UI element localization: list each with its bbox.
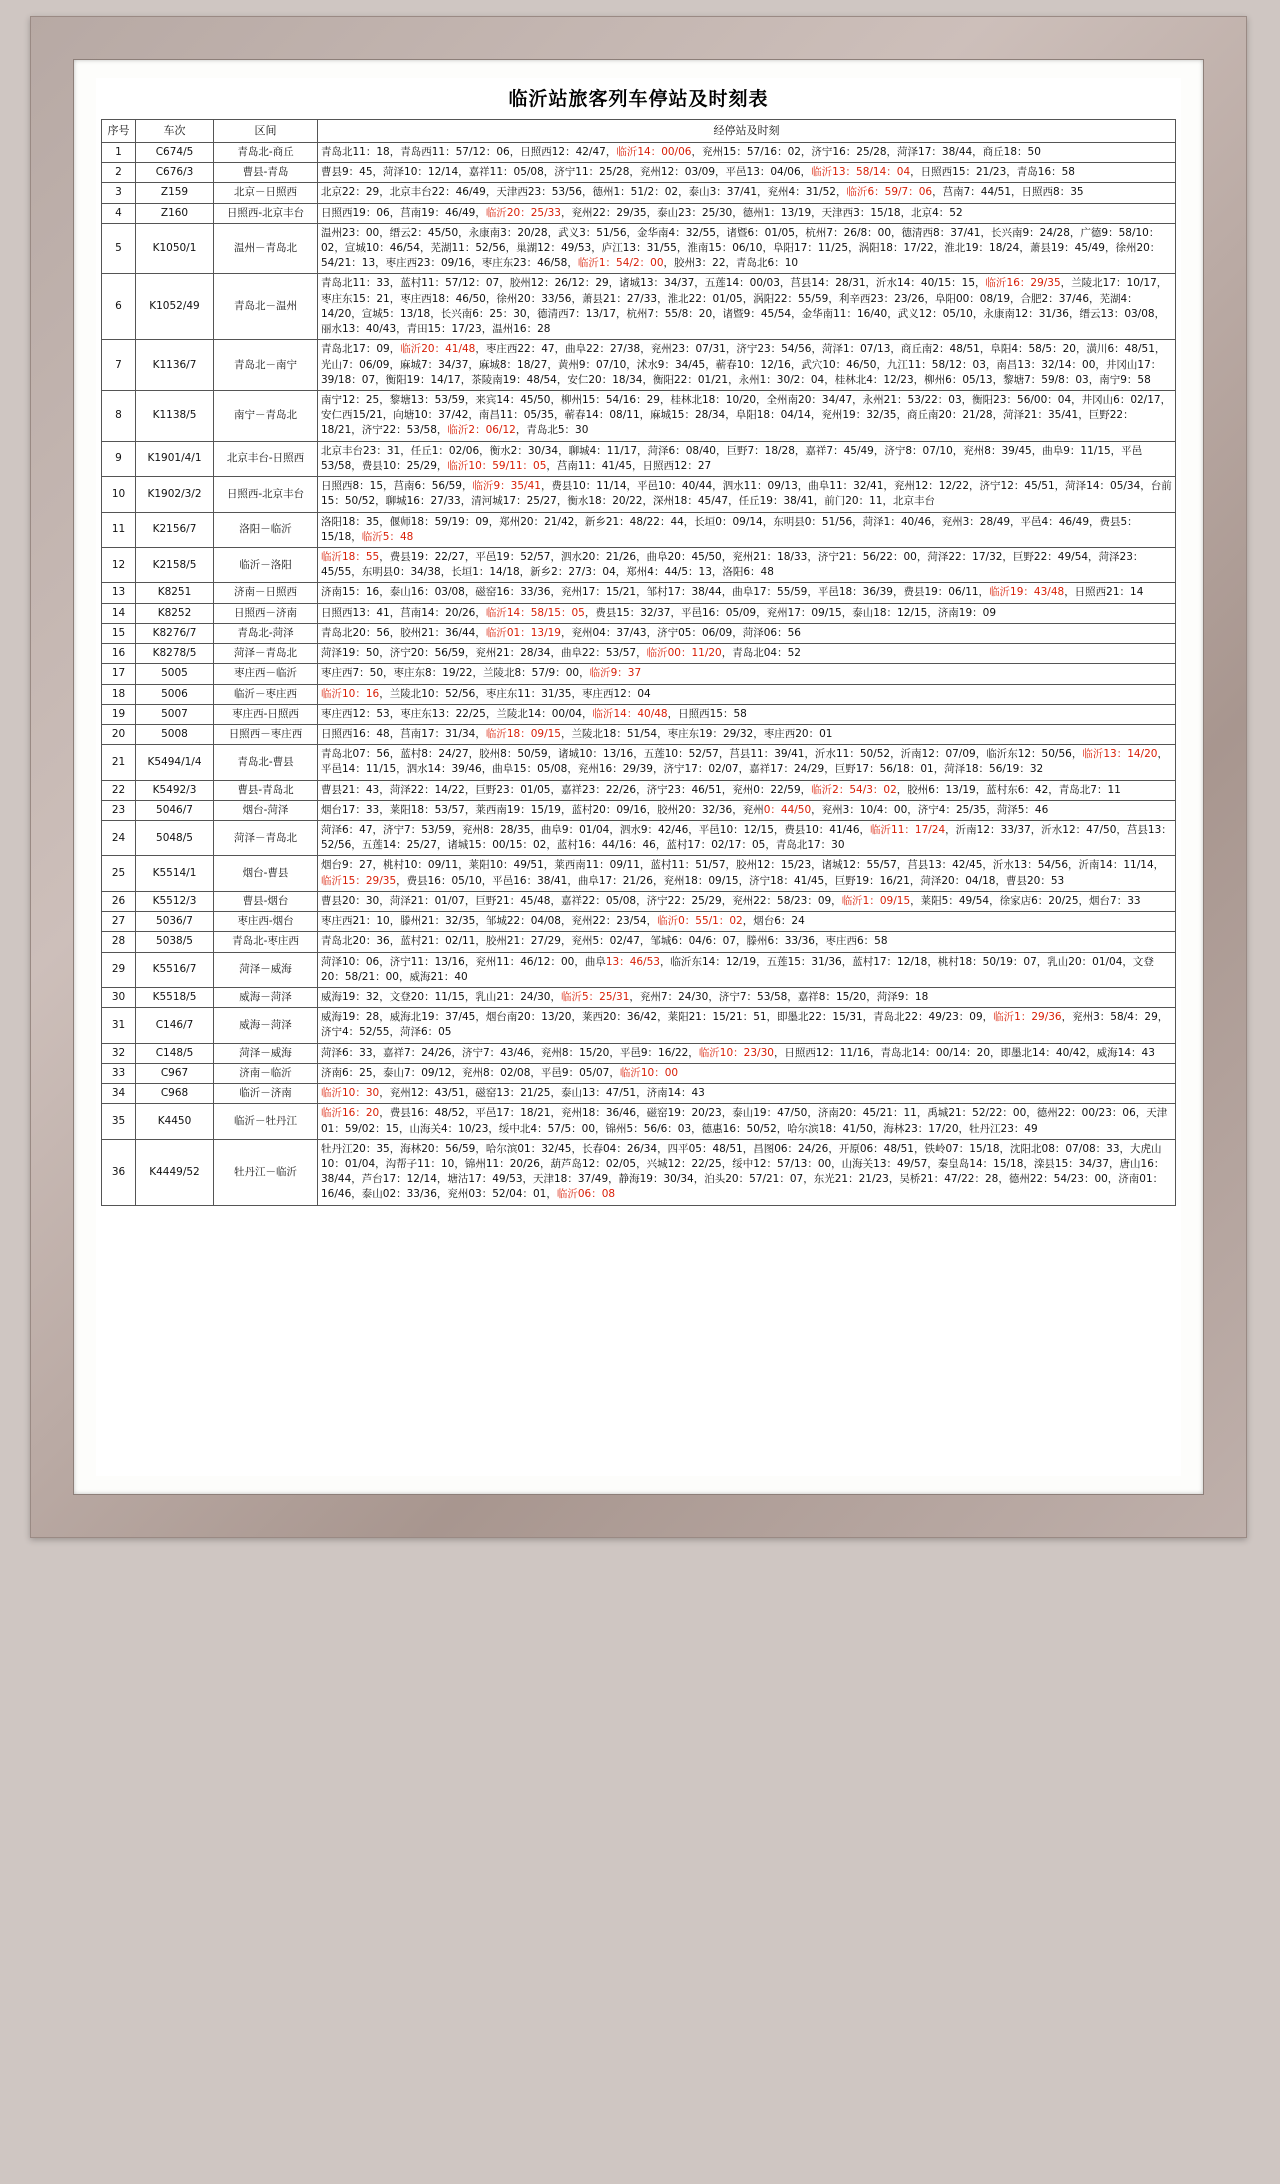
- stop-text: ，日照西15：58: [667, 707, 747, 720]
- stop-highlight: 临沂19：43/48: [989, 586, 1065, 599]
- stop-highlight: 13：46/53: [605, 955, 660, 968]
- stop-highlight: 临沂20：41/48: [400, 343, 476, 356]
- row-stops: [318, 1139, 1176, 1205]
- row-stops: [318, 1063, 1176, 1083]
- row-seq: 19: [102, 704, 136, 724]
- row-seq: 24: [102, 821, 136, 856]
- row-seq: 23: [102, 800, 136, 820]
- row-seq: 18: [102, 684, 136, 704]
- row-route: 威海－菏泽: [214, 1008, 318, 1043]
- stop-highlight: 临沂1：54/2：00: [577, 257, 664, 270]
- row-seq: 12: [102, 547, 136, 582]
- stop-text: ，兖州7：24/30，济宁7：53/58，嘉祥8：15/20，菏泽9：18: [629, 991, 929, 1003]
- timetable-sheet: [96, 78, 1181, 1476]
- table-row: [102, 821, 1176, 856]
- row-seq: 13: [102, 583, 136, 603]
- stop-text: ，枣庄西22：47，曲阜22：27/38，兖州23：07/31，济宁23：54/56，菏泽1：07/13，商丘南2：48/51，阜阳4：58/5：20，潢川6：48/51，光山7：06/09，麻城7：34/37，麻城8：18/27，黄州9：07/10，沭水9：34/45，蕲春10：12/16，武穴10：46/50，九江11：58/12：03，南昌13：32/14：00，井冈山17：39/18：07，衡阳19：14/17，茶陵南19：48/54，安仁20：18/34，衡阳22：01/21，永州1：30/2：04，桂林北4：12/23，柳州6：05/13，黎塘7：59/8：03，南宁9：58: [321, 343, 1166, 386]
- stop-text: ，费县10：11/14，平邑10：40/44，泗水11：09/13，曲阜11：32/41，兖州12：12/22，济宁12：45/51，菏泽14：05/34，台前15：50/52，聊城16：27/33，清河城17：25/27，衡水18：20/22，深州18：45/47，任丘19：38/41，前门20：11，北京丰台: [321, 480, 1172, 508]
- row-train-number: 5046/7: [136, 800, 214, 820]
- row-stops: [318, 441, 1176, 476]
- row-stops: [318, 391, 1176, 442]
- row-train-number: K8251: [136, 583, 214, 603]
- stop-text: 烟台9：27，桃村10：09/11，莱阳10：49/51，莱西南11：09/11，蓝村11：51/57，胶州12：15/23，诸城12：55/57，莒县13：42/45，沂水13：54/56，沂南14：11/14，: [321, 859, 1165, 872]
- row-seq: 4: [102, 203, 136, 223]
- table-row: [102, 512, 1176, 547]
- row-stops: [318, 745, 1176, 780]
- row-train-number: K1052/49: [136, 274, 214, 340]
- stop-highlight: 临沂0：55/1：02: [657, 915, 743, 928]
- stop-text: 南宁12：25，黎塘13：53/59，来宾14：45/50，柳州15：54/16：29，桂林北18：10/20，全州南20：34/47，永州21：53/22：03，衡阳23：56/00：04，井冈山6：02/17，安仁西15/21，向塘10：37/42，南昌11：05/35，蕲春14：08/11，麻城15：28/34，阜阳18：04/14，兖州19：32/35，商丘南20：21/28，菏泽21：35/41，巨野22：18/21，济宁22：53/58，: [321, 394, 1172, 437]
- row-stops: [318, 1008, 1176, 1043]
- row-seq: 33: [102, 1063, 136, 1083]
- row-seq: 3: [102, 183, 136, 203]
- row-route: 青岛北－温州: [214, 274, 318, 340]
- row-route: 曹县-青岛北: [214, 780, 318, 800]
- stop-highlight: 临沂01：13/19: [485, 626, 561, 639]
- row-train-number: K5514/1: [136, 856, 214, 891]
- table-row: [102, 441, 1176, 476]
- row-route: 南宁－青岛北: [214, 391, 318, 442]
- table-row: [102, 780, 1176, 800]
- stop-highlight: 临沂5：25/31: [560, 991, 630, 1003]
- table-row: [102, 891, 1176, 911]
- stop-text: 北京22：29，北京丰台22：46/49，天津西23：53/56，德州1：51/2：02，泰山3：37/41，兖州4：31/52，: [321, 186, 847, 199]
- stop-text: ，青岛北04：52: [721, 647, 801, 660]
- row-seq: 10: [102, 477, 136, 512]
- row-route: 菏泽－青岛北: [214, 644, 318, 664]
- stop-highlight: 临沂10：30: [321, 1087, 380, 1100]
- stop-text: ，兖州3：10/4：00，济宁4：25/35，菏泽5：46: [811, 803, 1049, 816]
- row-seq: 7: [102, 340, 136, 391]
- row-seq: 20: [102, 724, 136, 744]
- row-route: 枣庄西-烟台: [214, 912, 318, 932]
- table-row: [102, 223, 1176, 274]
- table-row: [102, 704, 1176, 724]
- stop-highlight: 临沂18：55: [321, 550, 380, 563]
- row-seq: 21: [102, 745, 136, 780]
- row-stops: [318, 477, 1176, 512]
- row-train-number: Z160: [136, 203, 214, 223]
- row-train-number: K5512/3: [136, 891, 214, 911]
- stop-text: 曹县21：43，菏泽22：14/22，巨野23：01/05，嘉祥23：22/26，济宁23：46/51，兖州0：22/59，: [321, 783, 812, 796]
- stop-highlight: 临沂11：17/24: [870, 824, 946, 837]
- stop-text: ，日照西12：11/16，青岛北14：00/14：20，即墨北14：40/42，威海14：43: [773, 1046, 1155, 1059]
- row-seq: 35: [102, 1104, 136, 1139]
- row-stops: [318, 664, 1176, 684]
- row-route: 日照西-北京丰台: [214, 203, 318, 223]
- stop-text: 日照西19：06，莒南19：46/49，: [321, 206, 486, 219]
- table-body: [102, 142, 1176, 1205]
- row-seq: 26: [102, 891, 136, 911]
- stop-text: 菏泽6：33，嘉祥7：24/26，济宁7：43/46，兖州8：15/20，平邑9：16/22，: [321, 1046, 699, 1059]
- row-route: 菏泽－威海: [214, 1043, 318, 1063]
- stop-highlight: 临沂06：08: [556, 1188, 616, 1201]
- row-stops: [318, 512, 1176, 547]
- row-route: 曹县-烟台: [214, 891, 318, 911]
- row-train-number: K4449/52: [136, 1139, 214, 1205]
- row-route: 菏泽－威海: [214, 952, 318, 987]
- row-seq: 14: [102, 603, 136, 623]
- table-row: [102, 603, 1176, 623]
- stop-text: 洛阳18：35，偃师18：59/19：09，郑州20：21/42，新乡21：48/22：44，长垣0：09/14，东明县0：51/56，菏泽1：40/46，兖州3：28/49，平邑4：46/49，费县5：15/18，: [321, 515, 1138, 543]
- row-seq: 31: [102, 1008, 136, 1043]
- stop-highlight: 临沂00：11/20: [646, 647, 722, 660]
- picture-frame: [30, 16, 1247, 1538]
- row-train-number: C967: [136, 1063, 214, 1083]
- row-train-number: K5494/1/4: [136, 745, 214, 780]
- stop-highlight: 临沂10：23/30: [698, 1046, 774, 1059]
- stop-text: 枣庄西7：50，枣庄东8：19/22，兰陵北8：57/9：00，: [321, 667, 590, 680]
- row-route: 临沂－牡丹江: [214, 1104, 318, 1139]
- table-header-row: [102, 120, 1176, 143]
- stop-text: 青岛北07：56，蓝村8：24/27，胶州8：50/59，诸城10：13/16，五莲10：52/57，莒县11：39/41，沂水11：50/52，沂南12：07/09，临沂东12：50/56，: [321, 748, 1083, 761]
- row-seq: 36: [102, 1139, 136, 1205]
- stop-text: 烟台17：33，莱阳18：53/57，莱西南19：15/19，蓝村20：09/16，胶州20：32/36，兖州: [321, 803, 764, 816]
- table-row: [102, 800, 1176, 820]
- table-row: [102, 1139, 1176, 1205]
- row-route: 威海－菏泽: [214, 988, 318, 1008]
- stop-text: 菏泽19：50，济宁20：56/59，兖州21：28/34，曲阜22：53/57，: [321, 647, 647, 660]
- row-stops: [318, 684, 1176, 704]
- stop-text: 曹县9：45，菏泽10：12/14，嘉祥11：05/08，济宁11：25/28，兖州12：03/09，平邑13：04/06，: [321, 166, 812, 179]
- row-stops: [318, 704, 1176, 724]
- row-stops: [318, 547, 1176, 582]
- row-stops: [318, 780, 1176, 800]
- stop-highlight: 临沂13：14/20: [1082, 748, 1158, 761]
- row-seq: 5: [102, 223, 136, 274]
- timetable: [101, 119, 1176, 1206]
- row-seq: 27: [102, 912, 136, 932]
- row-train-number: K1050/1: [136, 223, 214, 274]
- stop-text: ，费县15：32/37，平邑16：05/09，兖州17：09/15，泰山18：12/15，济南19：09: [584, 606, 997, 619]
- row-train-number: 5006: [136, 684, 214, 704]
- stop-text: 日照西16：48，莒南17：31/34，: [321, 727, 486, 740]
- stop-highlight: 临沂10：00: [619, 1066, 679, 1079]
- row-seq: 28: [102, 932, 136, 952]
- stop-text: 菏泽10：06，济宁11：13/16，兖州11：46/12：00，曲阜: [321, 955, 606, 968]
- stop-highlight: 0：44/50: [763, 803, 812, 816]
- stop-text: 威海19：28，威海北19：37/45，烟台南20：13/20，莱西20：36/42，莱阳21：15/21：51，即墨北22：15/31，青岛北22：49/23：09，: [321, 1011, 994, 1024]
- row-seq: 6: [102, 274, 136, 340]
- row-stops: [318, 1043, 1176, 1063]
- row-stops: [318, 644, 1176, 664]
- row-train-number: 5007: [136, 704, 214, 724]
- stop-text: 牡丹江20：35，海林20：56/59，哈尔滨01：32/45，长春04：26/34，四平05：48/51，昌图06：24/26，开原06：48/51，铁岭07：15/18，沈阳北08：07/08：33，大虎山10：01/04，沟帮子11：10，锦州11：20/26，葫芦岛12：02/05，兴城12：22/25，绥中12：57/13：00，山海关13：49/57，秦皇岛14：15/18，滦县15：34/37，唐山16：38/44，芦台17：12/14，塘沽17：49/53，天津18：37/49，静海19：30/34，泊头20：57/21：07，东光21：21/23，吴桥21：47/22：28，德州22：54/23：00，济南01：16/46，泰山02：33/36，兖州03：52/04：01，: [321, 1142, 1165, 1201]
- table-row: [102, 952, 1176, 987]
- stop-highlight: 临沂9：35/41: [472, 480, 541, 493]
- row-route: 北京－日照西: [214, 183, 318, 203]
- row-stops: [318, 203, 1176, 223]
- stop-text: 青岛北11：18，青岛西11：57/12：06，日照西12：42/47，: [321, 145, 617, 158]
- stop-highlight: 临沂10：59/11：05: [447, 459, 547, 472]
- table-row: [102, 1008, 1176, 1043]
- table-row: [102, 477, 1176, 512]
- row-route: 临沂－枣庄西: [214, 684, 318, 704]
- table-row: [102, 724, 1176, 744]
- stop-text: 枣庄西21：10，滕州21：32/35，邹城22：04/08，兖州22：23/54，: [321, 915, 658, 928]
- row-stops: [318, 952, 1176, 987]
- row-train-number: Z159: [136, 183, 214, 203]
- row-stops: [318, 988, 1176, 1008]
- row-stops: [318, 821, 1176, 856]
- row-seq: 34: [102, 1084, 136, 1104]
- row-seq: 29: [102, 952, 136, 987]
- table-row: [102, 163, 1176, 183]
- stop-text: ，胶州3：22，青岛北6：10: [663, 257, 799, 270]
- stop-highlight: 临沂20：25/33: [485, 206, 561, 219]
- row-train-number: K5516/7: [136, 952, 214, 987]
- table-row: [102, 623, 1176, 643]
- stop-text: 菏泽6：47，济宁7：53/59，兖州8：28/35，曲阜9：01/04，泗水9：42/46，平邑10：12/15，费县10：41/46，: [321, 824, 871, 837]
- stop-text: ，兖州12：43/51，磁窑13：21/25，泰山13：47/51，济南14：43: [379, 1087, 705, 1100]
- stop-text: ，莒南7：44/51，日照西8：35: [932, 186, 1084, 199]
- table-row: [102, 391, 1176, 442]
- page-title: 临沂站旅客列车停站及时刻表: [508, 88, 769, 110]
- stop-text: 曹县20：30，菏泽21：01/07，巨野21：45/48，嘉祥22：05/08，济宁22：25/29，兖州22：58/23：09，: [321, 894, 842, 907]
- table-row: [102, 183, 1176, 203]
- table-row: [102, 142, 1176, 162]
- stop-text: 青岛北11：33，蓝村11：57/12：07，胶州12：26/12：29，诸城13：34/37，五莲14：00/03，莒县14：28/31，沂水14：40/15：15，: [321, 277, 986, 290]
- row-stops: [318, 932, 1176, 952]
- row-route: 烟台-菏泽: [214, 800, 318, 820]
- stop-highlight: 临沂1：29/36: [993, 1011, 1062, 1024]
- row-train-number: 5038/5: [136, 932, 214, 952]
- stop-text: ，兰陵北17：10/17，枣庄东15：21，枣庄西18：46/50，徐州20：33/56，萧县21：27/33，淮北22：01/05，涡阳22：55/59，利辛西23：23/26，阜阳00：08/19，合肥2：37/46，芜湖4：14/20，宣城5：13/18，长兴南6：25：30，德清西7：13/17，杭州7：55/8：20，诸暨9：45/54，金华南11：16/40，武义12：05/10，永康南12：31/36，缙云13：03/08，丽水13：40/43，青田15：17/23，温州16：28: [321, 277, 1168, 336]
- table-row: [102, 274, 1176, 340]
- column-header-route: 区间: [214, 120, 318, 143]
- stop-text: ，莒南11：41/45，日照西12：27: [546, 459, 712, 472]
- stop-text: 青岛北17：09，: [321, 343, 401, 356]
- table-row: [102, 664, 1176, 684]
- stop-highlight: 临沂10：16: [321, 687, 380, 700]
- row-seq: 11: [102, 512, 136, 547]
- row-route: 青岛北-枣庄西: [214, 932, 318, 952]
- row-stops: [318, 142, 1176, 162]
- stop-text: ，青岛北5：30: [515, 424, 589, 437]
- row-route: 温州－青岛北: [214, 223, 318, 274]
- stop-text: ，临沂东14：12/19，五莲15：31/36，蓝村17：12/18，桃村18：50/19：07，乳山20：01/04，文登20：58/21：00，威海21：40: [321, 955, 1154, 983]
- row-train-number: K4450: [136, 1104, 214, 1139]
- row-train-number: K1902/3/2: [136, 477, 214, 512]
- stop-text: 枣庄西12：53，枣庄东13：22/25，兰陵北14：00/04，: [321, 707, 593, 720]
- row-seq: 22: [102, 780, 136, 800]
- stop-highlight: 临沂16：20: [321, 1107, 380, 1120]
- table-row: [102, 1043, 1176, 1063]
- stop-highlight: 临沂5：48: [361, 530, 414, 543]
- table-row: [102, 684, 1176, 704]
- row-route: 曹县-青岛: [214, 163, 318, 183]
- row-route: 菏泽－青岛北: [214, 821, 318, 856]
- row-route: 枣庄西－临沂: [214, 664, 318, 684]
- column-header-train: 车次: [136, 120, 214, 143]
- row-seq: 30: [102, 988, 136, 1008]
- row-stops: [318, 1104, 1176, 1139]
- row-stops: [318, 891, 1176, 911]
- row-train-number: K8278/5: [136, 644, 214, 664]
- row-route: 烟台-曹县: [214, 856, 318, 891]
- stop-text: ，兰陵北18：51/54，枣庄东19：29/32，枣庄西20：01: [560, 727, 833, 740]
- row-train-number: K5492/3: [136, 780, 214, 800]
- row-train-number: C968: [136, 1084, 214, 1104]
- row-train-number: C676/3: [136, 163, 214, 183]
- row-stops: [318, 912, 1176, 932]
- row-route: 日照西－济南: [214, 603, 318, 623]
- stop-text: ，沂南12：33/37，沂水12：47/50，莒县13：52/56，五莲14：25/27，诸城15：00/15：02，蓝村16：44/16：46，蓝村17：02/17：05，青岛北17：30: [321, 824, 1172, 852]
- row-route: 青岛北-曹县: [214, 745, 318, 780]
- row-stops: [318, 603, 1176, 623]
- table-row: [102, 1104, 1176, 1139]
- stop-highlight: 临沂2：54/3：02: [811, 783, 897, 796]
- stop-highlight: 临沂1：09/15: [841, 894, 911, 907]
- stop-text: ，费县16：05/10，平邑16：38/41，曲阜17：21/26，兖州18：09/15，济宁18：41/45，巨野19：16/21，菏泽20：04/18，曹县20：53: [396, 874, 1065, 887]
- table-row: [102, 932, 1176, 952]
- row-stops: [318, 800, 1176, 820]
- row-route: 牡丹江－临沂: [214, 1139, 318, 1205]
- row-train-number: C148/5: [136, 1043, 214, 1063]
- table-row: [102, 1084, 1176, 1104]
- row-route: 日照西－枣庄西: [214, 724, 318, 744]
- table-row: [102, 644, 1176, 664]
- row-seq: 17: [102, 664, 136, 684]
- row-stops: [318, 340, 1176, 391]
- table-row: [102, 912, 1176, 932]
- stop-highlight: 临沂16：29/35: [985, 277, 1061, 290]
- column-header-seq: 序号: [102, 120, 136, 143]
- row-route: 青岛北－南宁: [214, 340, 318, 391]
- stop-text: 北京丰台23：31，任丘1：02/06，衡水2：30/34，聊城4：11/17，菏泽6：08/40，巨野7：18/28，嘉祥7：45/49，济宁8：07/10，兖州8：39/45，曲阜9：11/15，平邑53/58，费县10：25/29，: [321, 444, 1143, 472]
- row-route: 济南－日照西: [214, 583, 318, 603]
- table-row: [102, 340, 1176, 391]
- stop-text: ，日照西21：14: [1064, 586, 1144, 599]
- stop-text: ，兖州3：58/4：29，济宁4：52/55，菏泽6：05: [321, 1011, 1169, 1039]
- row-train-number: K2158/5: [136, 547, 214, 582]
- row-train-number: C674/5: [136, 142, 214, 162]
- table-row: [102, 988, 1176, 1008]
- row-seq: 8: [102, 391, 136, 442]
- frame-mat: [73, 59, 1204, 1495]
- row-train-number: 5048/5: [136, 821, 214, 856]
- stop-text: 威海19：32，文登20：11/15，乳山21：24/30，: [321, 991, 561, 1003]
- row-stops: [318, 274, 1176, 340]
- stop-text: 济南15：16，泰山16：03/08，磁窑16：33/36，兖州17：15/21，邹村17：38/44，曲阜17：55/59，平邑18：36/39，费县19：06/11，: [321, 586, 990, 599]
- row-seq: 16: [102, 644, 136, 664]
- row-train-number: K5518/5: [136, 988, 214, 1008]
- row-train-number: K1138/5: [136, 391, 214, 442]
- table-row: [102, 856, 1176, 891]
- stop-highlight: 临沂13：58/14：04: [811, 166, 911, 179]
- table-row: [102, 745, 1176, 780]
- stop-text: ，胶州6：13/19，蓝村东6：42，青岛北7：11: [896, 783, 1121, 796]
- row-route: 北京丰台-日照西: [214, 441, 318, 476]
- row-train-number: K1901/4/1: [136, 441, 214, 476]
- stop-text: 青岛北20：56，胶州21：36/44，: [321, 626, 486, 639]
- stop-highlight: 临沂15：29/35: [321, 874, 397, 887]
- row-stops: [318, 724, 1176, 744]
- stop-text: ，莱阳5：49/54，徐家店6：20/25，烟台7：33: [910, 894, 1141, 907]
- row-seq: 32: [102, 1043, 136, 1063]
- stop-highlight: 临沂6：59/7：06: [846, 186, 933, 199]
- row-train-number: K1136/7: [136, 340, 214, 391]
- row-route: 临沂－洛阳: [214, 547, 318, 582]
- stop-text: ，烟台6：24: [742, 915, 805, 928]
- column-header-stops: 经停站及时刻: [318, 120, 1176, 143]
- stop-highlight: 临沂18：09/15: [485, 727, 561, 740]
- row-route: 日照西-北京丰台: [214, 477, 318, 512]
- row-train-number: C146/7: [136, 1008, 214, 1043]
- stop-text: ，费县16：48/52，平邑17：18/21，兖州18：36/46，磁窑19：20/23，泰山19：47/50，济南20：45/21：11，禹城21：52/22：00，德州22：00/23：06，天津01：59/02：15，山海关4：10/23，绥中北4：57/5：00，锦州5：56/6：03，德惠16：50/52，哈尔滨18：41/50，海林23：17/20，牡丹江23：49: [321, 1107, 1168, 1135]
- row-stops: [318, 583, 1176, 603]
- stop-text: ，兖州15：57/16：02，济宁16：25/28，菏泽17：38/44，商丘18：50: [691, 145, 1041, 158]
- row-seq: 1: [102, 142, 136, 162]
- row-train-number: 5008: [136, 724, 214, 744]
- row-route: 临沂－济南: [214, 1084, 318, 1104]
- stop-text: ，兖州22：29/35，泰山23：25/30，德州1：13/19，天津西3：15/18，北京4：52: [560, 206, 963, 219]
- stop-text: 济南6：25，泰山7：09/12，兖州8：02/08，平邑9：05/07，: [321, 1066, 620, 1079]
- stop-text: 青岛北20：36，蓝村21：02/11，胶州21：27/29，兖州5：02/47，邹城6：04/6：07，滕州6：33/36，枣庄西6：58: [321, 935, 888, 948]
- row-seq: 2: [102, 163, 136, 183]
- stop-highlight: 临沂14：58/15：05: [485, 606, 585, 619]
- table-row: [102, 547, 1176, 582]
- table-row: [102, 1063, 1176, 1083]
- row-route: 洛阳－临沂: [214, 512, 318, 547]
- stop-text: ，费县19：22/27，平邑19：52/57，泗水20：21/26，曲阜20：45/50，兖州21：18/33，济宁21：56/22：00，菏泽22：17/32，巨野22：49/54，菏泽23：45/55，东明县0：34/38，长垣1：14/18，新乡2：27/3：04，郑州4：44/5：13，洛阳6：48: [321, 550, 1144, 579]
- row-stops: [318, 163, 1176, 183]
- table-row: [102, 203, 1176, 223]
- row-train-number: 5005: [136, 664, 214, 684]
- stop-text: ，兰陵北10：52/56，枣庄东11：31/35，枣庄西12：04: [379, 687, 651, 700]
- row-seq: 9: [102, 441, 136, 476]
- stop-text: ，平邑14：11/15，泗水14：39/46，曲阜15：05/08，兖州16：29/39，济宁17：02/07，嘉祥17：24/29，巨野17：56/18：01，菏泽18：56/19：32: [321, 748, 1168, 776]
- row-route: 济南－临沂: [214, 1063, 318, 1083]
- table-row: [102, 583, 1176, 603]
- stop-text: 温州23：00，缙云2：45/50，永康南3：20/28，武义3：51/56，金华南4：32/55，诸暨6：01/05，杭州7：26/8：00，德清西8：37/41，长兴南9：24/28，广德9：58/10：02，宣城10：46/54，芜湖11：52/56，巢湖12：49/53，庐江13：31/55，淮南15：06/10，阜阳17：11/25，涡阳18：17/22，淮北19：18/24，萧县19：45/49，徐州20：54/21：13，枣庄西23：09/16，枣庄东23：46/58，: [321, 226, 1161, 270]
- row-stops: [318, 856, 1176, 891]
- stop-highlight: 临沂14：40/48: [592, 707, 668, 720]
- row-route: 枣庄西-日照西: [214, 704, 318, 724]
- row-route: 青岛北-菏泽: [214, 623, 318, 643]
- row-stops: [318, 1084, 1176, 1104]
- row-train-number: K8252: [136, 603, 214, 623]
- row-seq: 15: [102, 623, 136, 643]
- row-train-number: 5036/7: [136, 912, 214, 932]
- stop-highlight: 临沂9：37: [589, 667, 642, 680]
- row-stops: [318, 223, 1176, 274]
- row-route: 青岛北-商丘: [214, 142, 318, 162]
- stop-text: 日照西13：41，莒南14：20/26，: [321, 606, 486, 619]
- stop-text: ，日照西15：21/23，青岛16：58: [910, 166, 1075, 179]
- stop-highlight: 临沂14：00/06: [616, 145, 692, 158]
- row-stops: [318, 623, 1176, 643]
- row-seq: 25: [102, 856, 136, 891]
- stop-text: ，兖州04：37/43，济宁05：06/09，菏泽06：56: [560, 626, 801, 639]
- row-stops: [318, 183, 1176, 203]
- stop-text: 日照西8：15，莒南6：56/59，: [321, 480, 473, 493]
- stop-highlight: 临沂2：06/12: [447, 424, 516, 437]
- row-train-number: K2156/7: [136, 512, 214, 547]
- row-train-number: K8276/7: [136, 623, 214, 643]
